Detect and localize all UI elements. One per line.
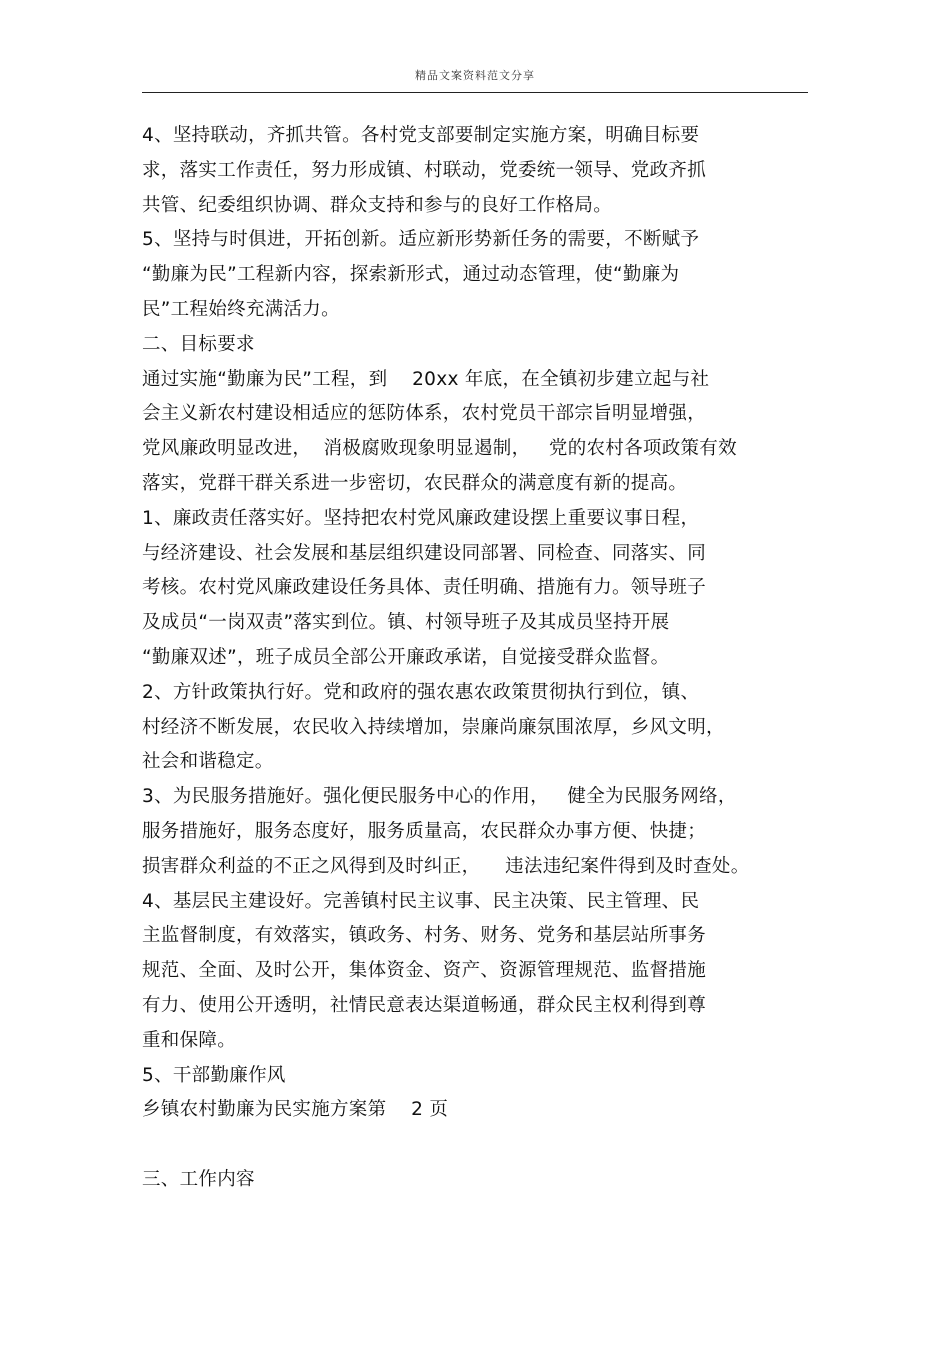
spacer xyxy=(142,1128,822,1163)
text-line: 2、方针政策执行好。党和政府的强农惠农政策贯彻执行到位，镇、 xyxy=(142,681,700,703)
text-line: 5、干部勤廉作风 xyxy=(142,1064,286,1086)
text-line: 重和保障。 xyxy=(142,1029,237,1051)
text-line: 党风廉政明显改进， 消极腐败现象明显遏制， 党的农村各项政策有效 xyxy=(142,438,737,460)
text-line: 村经济不断发展，农民收入持续增加，崇廉尚廉氛围浓厚，乡风文明， xyxy=(142,716,725,738)
text-line: 求，落实工作责任，努力形成镇、村联动，党委统一领导、党政齐抓 xyxy=(142,159,707,181)
page-footer-note: 乡镇农村勤廉为民实施方案第 2 页 xyxy=(142,1099,449,1121)
header-title: 精品文案资料范文分享 xyxy=(415,69,535,82)
text-line: 4、坚持联动，齐抓共管。各村党支部要制定实施方案，明确目标要 xyxy=(142,125,700,146)
section-heading: 三、工作内容 xyxy=(142,1169,255,1191)
text-line: 民”工程始终充满活力。 xyxy=(142,298,340,320)
text-line: 共管、纪委组织协调、群众支持和参与的良好工作格局。 xyxy=(142,194,613,216)
page-header xyxy=(142,62,808,93)
text-line: 与经济建设、社会发展和基层组织建设同部署、同检查、同落实、同 xyxy=(142,542,707,564)
text-line: 社会和谐稳定。 xyxy=(142,751,274,773)
text-line: 1、廉政责任落实好。坚持把农村党风廉政建设摆上重要议事日程， xyxy=(142,507,700,529)
text-line: 服务措施好，服务态度好，服务质量高，农民群众办事方便、快捷； xyxy=(142,820,707,842)
text-line: 有力、使用公开透明，社情民意表达渠道畅通，群众民主权利得到尊 xyxy=(142,994,707,1016)
text-line: 通过实施“勤廉为民”工程，到 20xx 年底，在全镇初步建立起与社 xyxy=(142,368,710,390)
text-line: 3、为民服务措施好。强化便民服务中心的作用， 健全为民服务网络， xyxy=(142,786,737,808)
text-line: 考核。农村党风廉政建设任务具体、责任明确、措施有力。领导班子 xyxy=(142,577,707,599)
text-line: 规范、全面、及时公开，集体资金、资产、资源管理规范、监督措施 xyxy=(142,960,707,982)
text-line: 落实，党群干群关系进一步密切，农民群众的满意度有新的提高。 xyxy=(142,472,688,494)
text-line: 主监督制度，有效落实，镇政务、村务、财务、党务和基层站所事务 xyxy=(142,925,707,947)
text-line: “勤廉双述”，班子成员全部公开廉政承诺，自觉接受群众监督。 xyxy=(142,646,670,668)
document-body xyxy=(142,119,822,1198)
section-heading: 二、目标要求 xyxy=(142,333,255,355)
text-line: 损害群众利益的不正之风得到及时纠正， 违法违纪案件得到及时查处。 xyxy=(142,855,750,877)
text-line: 4、基层民主建设好。完善镇村民主议事、民主决策、民主管理、民 xyxy=(142,890,700,912)
text-line: “勤廉为民”工程新内容，探索新形式，通过动态管理，使“勤廉为 xyxy=(142,264,680,286)
text-line: 及成员“一岗双责”落实到位。镇、村领导班子及其成员坚持开展 xyxy=(142,612,670,634)
text-line: 会主义新农村建设相适应的惩防体系，农村党员干部宗旨明显增强， xyxy=(142,403,707,425)
text-line: 5、坚持与时俱进，开拓创新。适应新形势新任务的需要，不断赋予 xyxy=(142,229,700,251)
